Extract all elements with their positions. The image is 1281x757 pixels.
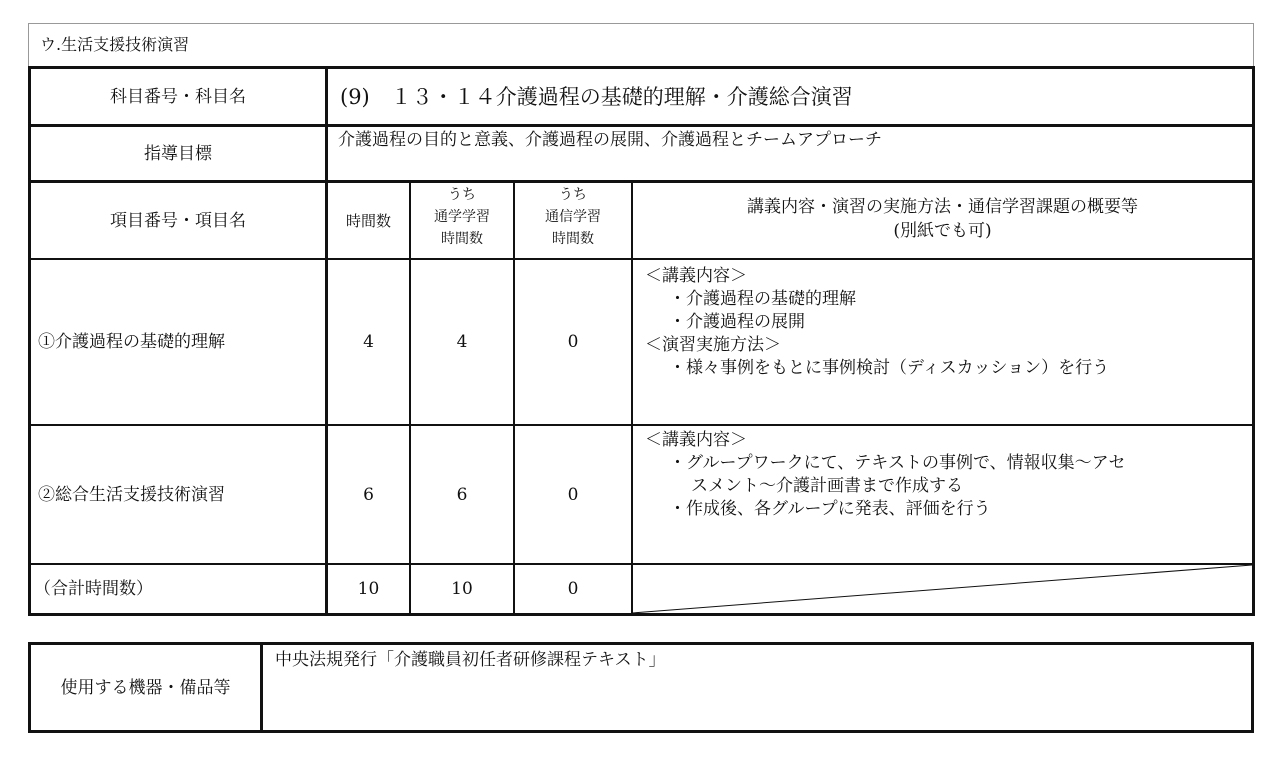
- total-label: （合計時間数）: [34, 579, 153, 599]
- subject-value: (9) １３・１４介護過程の基礎的理解・介護総合演習: [340, 84, 853, 109]
- header-correspondence-hours: うち 通信学習 時間数: [545, 187, 601, 247]
- objective-label: 指導目標: [144, 143, 212, 164]
- row-1-school: 4: [456, 332, 468, 352]
- equipment-value: 中央法規発行「介護職員初任者研修課程テキスト」: [275, 650, 666, 670]
- equipment-label: 使用する機器・備品等: [60, 677, 231, 698]
- total-school: 10: [451, 579, 473, 599]
- total-corr: 0: [567, 579, 579, 599]
- row-2-school: 6: [456, 484, 468, 505]
- subject-label: 科目番号・科目名: [110, 86, 246, 107]
- row-1-corr: 0: [567, 332, 579, 352]
- section-title: ウ.生活支援技術演習: [40, 35, 190, 54]
- row-2-corr: 0: [567, 484, 579, 505]
- row-2-content: ＜講義内容＞ ・グループワークにて、テキストの事例で、情報収集～アセ スメント～介護計画書まで作成する ・作成後、各グループに発表、評価を行う: [645, 430, 1126, 519]
- row-2-hours: 6: [363, 484, 374, 505]
- header-hours: 時間数: [345, 211, 391, 230]
- row-1-content: ＜講義内容＞ ・介護過程の基礎的理解 ・介護過程の展開 ＜演習実施方法＞ ・様々事例をもとに事例検討（ディスカッション）を行う: [645, 266, 1110, 378]
- diagonal-strike: [632, 564, 1253, 614]
- row-2-name: ②総合生活支援技術演習: [38, 484, 225, 505]
- row-1-hours: 4: [363, 332, 374, 352]
- header-item: 項目番号・項目名: [110, 210, 246, 231]
- objective-value: 介護過程の目的と意義、介護過程の展開、介護過程とチームアプローチ: [338, 130, 882, 150]
- row-1-name: ①介護過程の基礎的理解: [38, 332, 225, 352]
- header-school-hours: うち 通学学習 時間数: [434, 187, 490, 247]
- total-hours: 10: [357, 579, 380, 599]
- header-content: 講義内容・演習の実施方法・通信学習課題の概要等 (別紙でも可): [747, 197, 1138, 241]
